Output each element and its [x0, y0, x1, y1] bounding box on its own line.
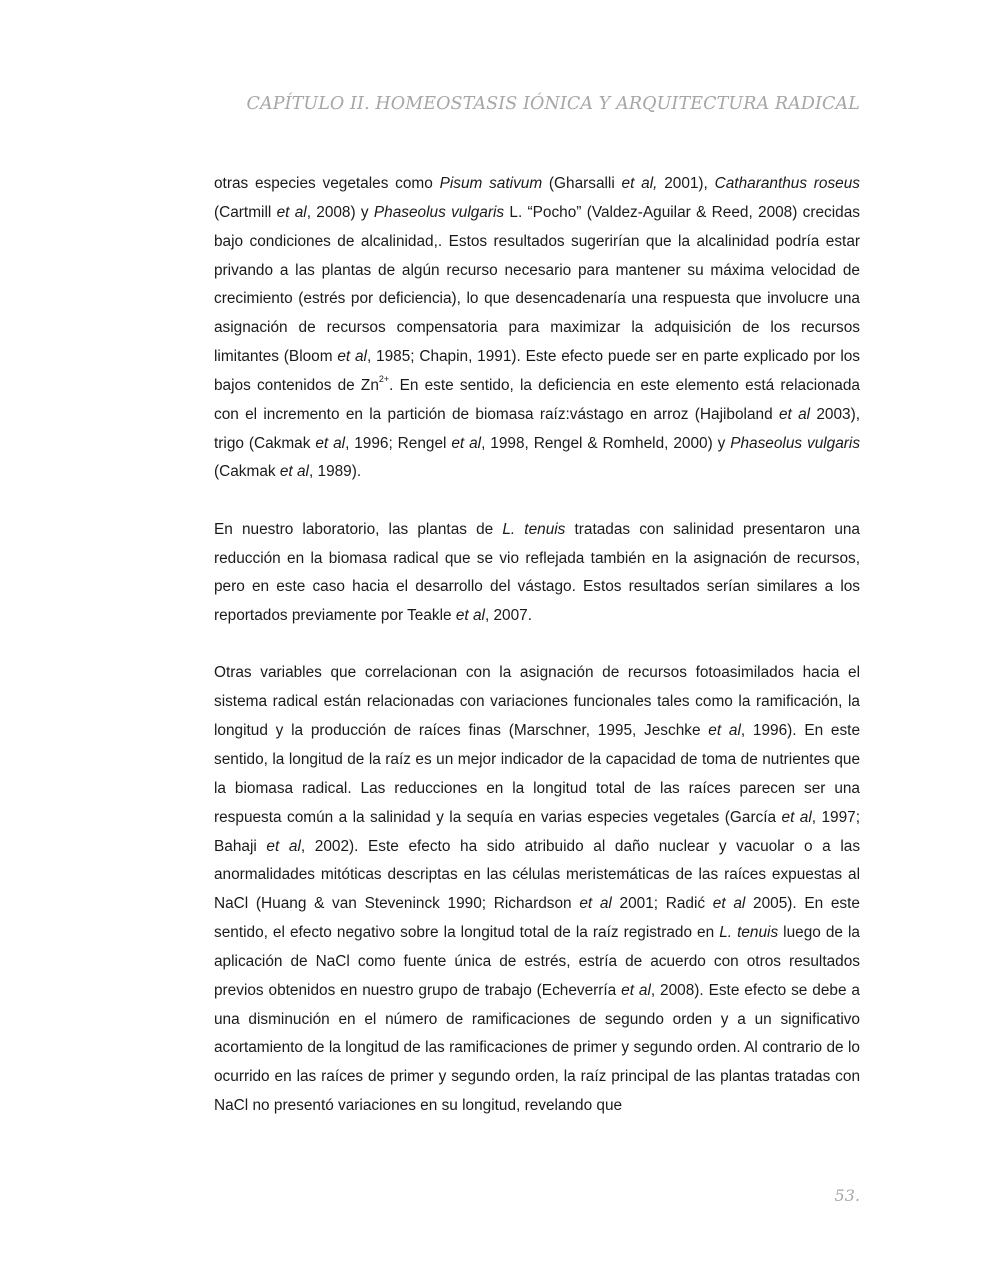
superscript-charge: 2+ — [378, 373, 390, 384]
chapter-header: CAPÍTULO II. HOMEOSTASIS IÓNICA Y ARQUITECTURA RADICAL — [246, 94, 860, 114]
paragraph-3: Otras variables que correlacionan con la asignación de recursos fotoasimilados hacia el sistema radical están relacionadas con variaciones funcionales tales como la ramificación, la longitud y la producción de raíces finas (Marschner, 1995, Jeschke et al, 1996). En este sentido, la longitud de la raíz es un mejor indicador de la capacidad de toma de nutrientes que la biomasa radical. Las reducciones en la longitud total de las raíces parecen ser una respuesta común a la salinidad y la sequía en varias especies vegetales (García et al, 1997; Bahaji et al, 2002). Este efecto ha sido atribuido al daño nuclear y vacuolar o a las anormalidades mitóticas descriptas en las células meristemáticas de las raíces expuestas al NaCl (Huang & van Steveninck 1990; Richardson et al 2001; Radić et al 2005). En este sentido, el efecto negativo sobre la longitud total de la raíz registrado en L. tenuis luego de la aplicación de NaCl como fuente única de estrés, estría de acuerdo con otros resultados previos obtenidos en nuestro grupo de trabajo (Echeverría et al, 2008). Este efecto se debe a una disminución en el número de ramificaciones de segundo orden y a un significativo acortamiento de la longitud de las ramificaciones de primer y segundo orden. Al contrario de lo ocurrido en las raíces de primer y segundo orden, la raíz principal de las plantas tratadas con NaCl no presentó variaciones en su longitud, revelando que — [214, 664, 861, 1115]
body-text — [214, 170, 860, 1121]
paragraph-2: En nuestro laboratorio, las plantas de L. tenuis tratadas con salinidad presentaron una reducción en la biomasa radical que se vio reflejada también en la asignación de recursos, pero en este caso hacia el desarrollo del vástago. Estos resultados serían similares a los reportados previamente por Teakle et al, 2007. — [214, 520, 860, 625]
paragraph-1: otras especies vegetales como Pisum sativum (Gharsalli et al, 2001), Catharanthus roseus (Cartmill et al, 2008) y Phaseolus vulgaris L. “Pocho” (Valdez-Aguilar & Reed, 2008) crecidas bajo condiciones de alcalinidad,. Estos resultados sugerirían que la alcalinidad podría estar privando a las plantas de algún recurso necesario para mantener su máxima velocidad de crecimiento (estrés por deficiencia), lo que desencadenaría una respuesta que involucre una asignación de recursos compensatoria para maximizar la adquisición de los recursos limitantes (Bloom et al, 1985; Chapin, 1991). Este efecto puede ser en parte explicado por los bajos contenidos de $Zn^{2+}$. En este sentido, la deficiencia en este elemento está relacionada con el incremento en la partición de biomasa raíz:vástago en arroz (Hajiboland et al 2003), trigo (Cakmak et al, 1996; Rengel et al, 1998, Rengel & Romheld, 2000) y Phaseolus vulgaris (Cakmak et al, 1989). — [214, 175, 861, 481]
page-number: 53. — [834, 1186, 860, 1205]
